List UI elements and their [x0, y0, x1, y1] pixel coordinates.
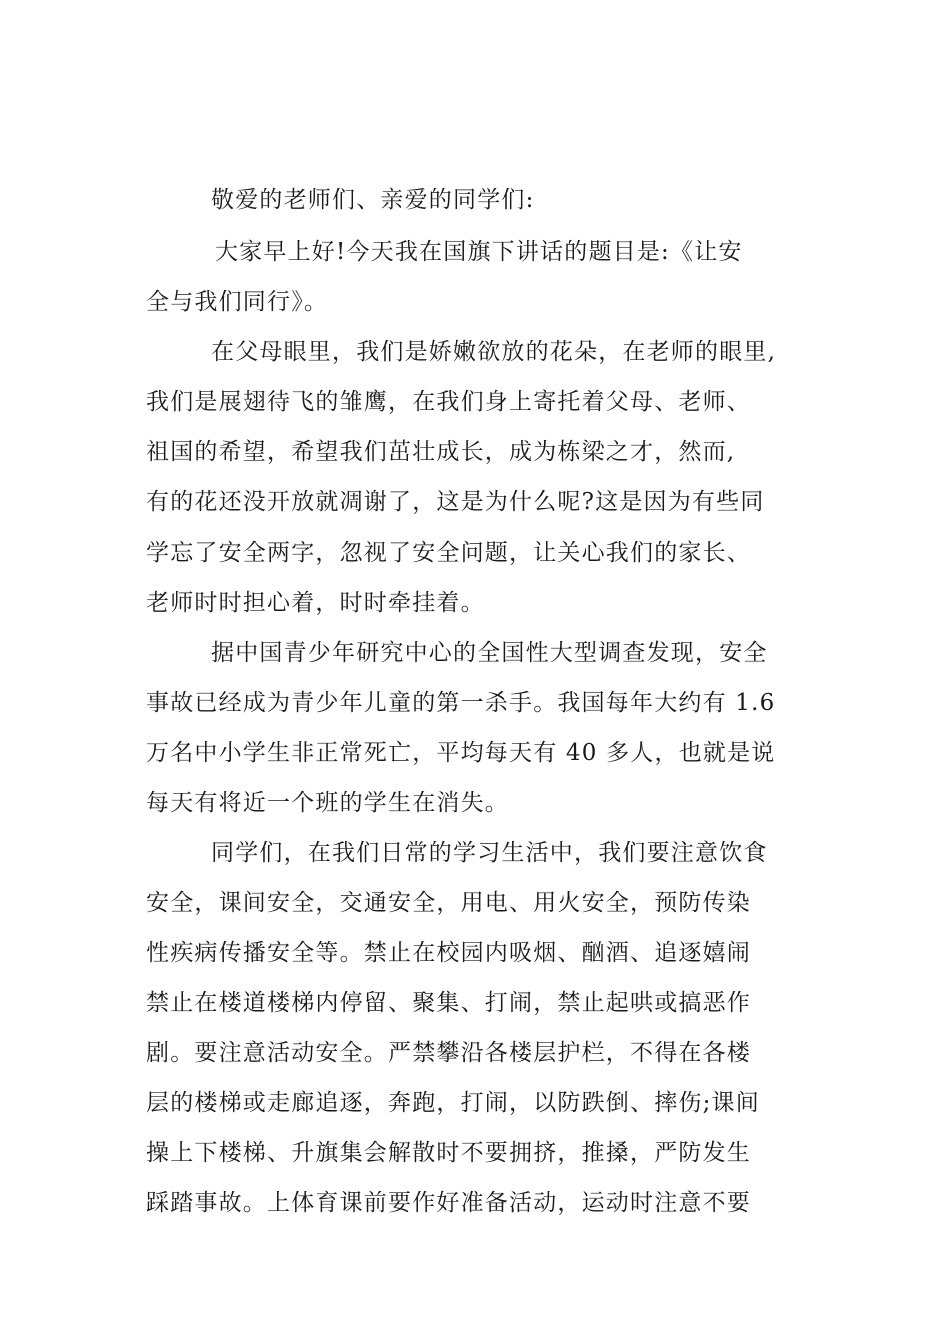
paragraph-1-line-2: 全与我们同行》。: [146, 289, 329, 315]
paragraph-4-line-3: 性疾病传播安全等。禁止在校园内吸烟、酗酒、追逐嬉闹: [146, 940, 751, 966]
paragraph-2-line-3: 祖国的希望，希望我们茁壮成长，成为栋梁之才，然而,: [146, 439, 736, 465]
paragraph-2-line-6: 老师时时担心着，时时牵挂着。: [146, 590, 485, 616]
paragraph-4-line-1: 同学们，在我们日常的学习生活中，我们要注意饮食: [211, 840, 768, 866]
paragraph-4-line-6: 层的楼梯或走廊追逐，奔跑，打闹，以防跌倒、摔伤;课间: [146, 1090, 760, 1116]
paragraph-2-line-2: 我们是展翅待飞的雏鹰，在我们身上寄托着父母、老师、: [146, 389, 751, 415]
paragraph-2-line-4: 有的花还没开放就凋谢了，这是为什么呢?这是因为有些同: [146, 489, 765, 515]
paragraph-4-line-2: 安全，课间安全，交通安全，用电、用火安全，预防传染: [146, 890, 751, 916]
paragraph-4-line-5: 剧。要注意活动安全。严禁攀沿各楼层护栏，不得在各楼: [146, 1040, 751, 1066]
paragraph-4-line-4: 禁止在楼道楼梯内停留、聚集、打闹，禁止起哄或搞恶作: [146, 990, 751, 1016]
paragraph-2-line-5: 学忘了安全两字，忽视了安全问题，让关心我们的家长、: [146, 540, 751, 566]
paragraph-1-line-1: 大家早上好!今天我在国旗下讲话的题目是:《让安: [215, 239, 743, 265]
salutation: 敬爱的老师们、亲爱的同学们:: [211, 187, 535, 213]
paragraph-4-line-7: 操上下楼梯、升旗集会解散时不要拥挤，推搡，严防发生: [146, 1140, 751, 1166]
paragraph-3-line-4: 每天有将近一个班的学生在消失。: [146, 790, 509, 816]
paragraph-4-line-8: 踩踏事故。上体育课前要作好准备活动，运动时注意不要: [146, 1190, 751, 1216]
paragraph-3-line-2: 事故已经成为青少年儿童的第一杀手。我国每年大约有 1.6: [146, 690, 776, 716]
paragraph-2-line-1: 在父母眼里，我们是娇嫩欲放的花朵，在老师的眼里,: [211, 339, 777, 365]
paragraph-3-line-1: 据中国青少年研究中心的全国性大型调查发现，安全: [211, 640, 768, 666]
paragraph-3-line-3: 万名中小学生非正常死亡，平均每天有 40 多人，也就是说: [146, 740, 776, 766]
